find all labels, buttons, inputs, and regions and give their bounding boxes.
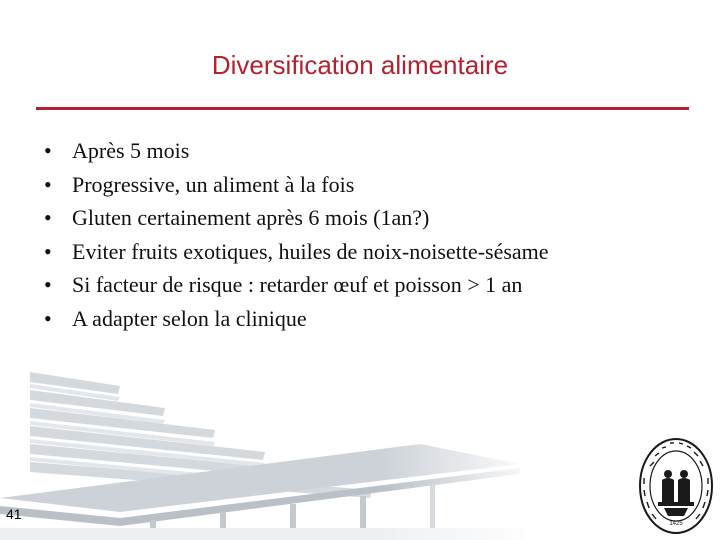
bullet-icon: • [44,305,52,331]
seal-year: 1425 [669,521,683,527]
bullet-icon: • [44,272,52,297]
bullet-icon: • [44,171,52,197]
page-number: 41 [6,506,22,522]
bullet-icon: • [44,138,52,163]
university-seal-icon [636,436,716,536]
bullet-text: Si facteur de risque : retarder œuf et poisson > 1 an [72,272,523,297]
bullet-icon: • [44,205,52,230]
slide-title: Diversification alimentaire [211,50,509,80]
title-underline [36,107,689,110]
bullet-text: Après 5 mois [72,138,190,163]
bullet-text: Gluten certainement après 6 mois (1an?) [72,205,430,230]
bullet-text: A adapter selon la clinique [72,305,307,331]
bullet-icon: • [44,238,52,264]
building-illustration [0,360,540,540]
bullet-text: Progressive, un aliment à la fois [72,171,355,197]
bullet-text: Eviter fruits exotiques, huiles de noix-noisette-sésame [72,238,549,264]
